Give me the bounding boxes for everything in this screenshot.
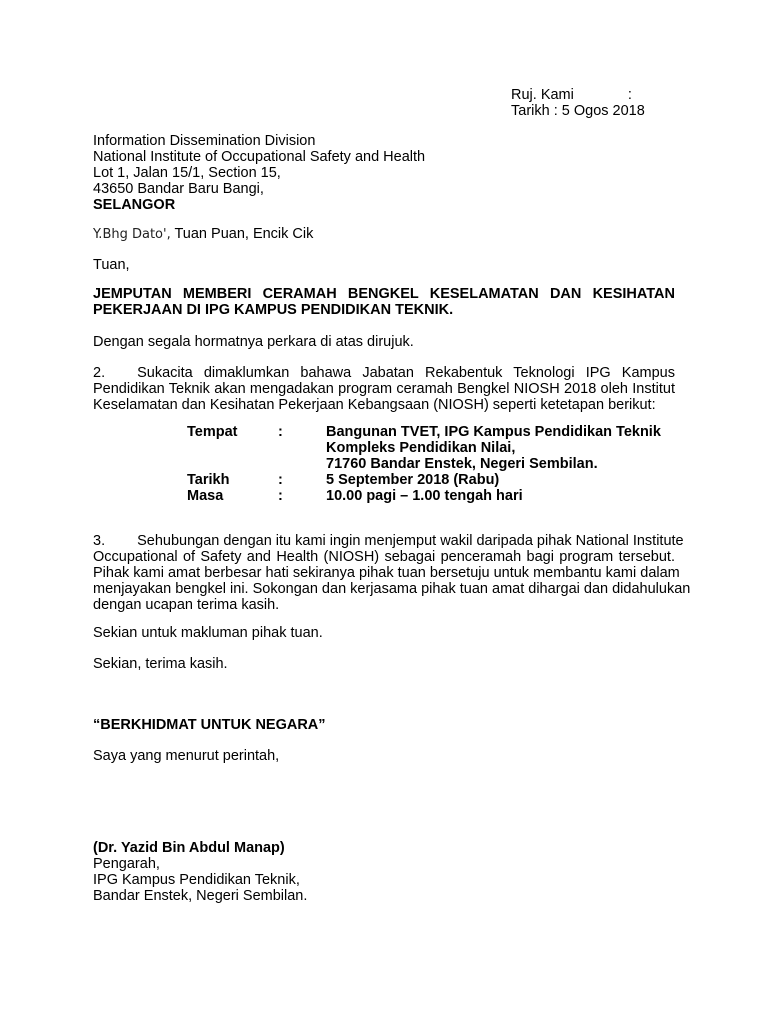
address-line-2: National Institute of Occupational Safety and Health — [93, 149, 426, 165]
paragraph-3-line-5: dengan ucapan terima kasih. — [93, 597, 280, 613]
signatory-name: (Dr. Yazid Bin Abdul Manap) — [93, 840, 285, 856]
salutation-rest: Tuan Puan, Encik Cik — [170, 226, 314, 242]
salutation-line — [93, 226, 313, 243]
address-line-3: Lot 1, Jalan 15/1, Section 15, — [93, 165, 281, 181]
tempat-value-line-3: 71760 Bandar Enstek, Negeri Sembilan. — [326, 456, 598, 472]
paragraph-3-line-4: menjayakan bengkel ini. Sokongan dan kerjasama pihak tuan amat dihargai dan didahulukan — [93, 581, 691, 597]
reference-block — [511, 87, 645, 119]
paragraph-2-line-3: Keselamatan dan Kesihatan Pekerjaan Kebangsaan (NIOSH) seperti ketetapan berikut: — [93, 397, 656, 413]
paragraph-2-line-2: Pendidikan Teknik akan mengadakan program ceramah Bengkel NIOSH 2018 oleh Institut — [93, 381, 675, 397]
paragraph-2-line-1-text: Sukacita dimaklumkan bahawa Jabatan Rekabentuk Teknologi IPG Kampus — [137, 365, 675, 381]
paragraph-2-line-1 — [93, 365, 675, 381]
paragraph-3-line-1-text: Sehubungan dengan itu kami ingin menjemput wakil daripada pihak National Institute — [137, 533, 684, 549]
paragraph-3-line-1 — [93, 533, 684, 549]
tarikh-value: 5 September 2018 (Rabu) — [326, 472, 500, 488]
paragraph-2-number: 2. — [93, 365, 106, 381]
salutation-prefix: Y.Bhg Dato', — [93, 227, 171, 242]
address-line-4: 43650 Bandar Baru Bangi, — [93, 181, 264, 197]
ruj-kami-colon: : — [627, 87, 632, 103]
paragraph-3-number: 3. — [93, 533, 106, 549]
signatory-title: Pengarah, — [93, 856, 160, 872]
masa-colon: : — [278, 488, 283, 504]
signatory-place: Bandar Enstek, Negeri Sembilan. — [93, 888, 308, 904]
tempat-label: Tempat — [187, 424, 238, 440]
paragraph-3-line-3: Pihak kami amat berbesar hati sekiranya pihak tuan bersetuju untuk membantu kami dalam — [93, 565, 680, 581]
subject-heading — [93, 286, 675, 318]
tempat-value-line-2: Kompleks Pendidikan Nilai, — [326, 440, 516, 456]
address-line-1: Information Dissemination Division — [93, 133, 316, 149]
ruj-kami-label: Ruj. Kami — [511, 87, 574, 103]
ruj-kami-line — [511, 87, 645, 103]
tarikh-colon: : — [278, 472, 283, 488]
subject-line-1: JEMPUTAN MEMBERI CERAMAH BENGKEL KESELAMATAN DAN KESIHATAN — [93, 286, 675, 302]
closing-terima-kasih: Sekian, terima kasih. — [93, 656, 228, 672]
paragraph-3-line-2: Occupational of Safety and Health (NIOSH) sebagai penceramah bagi program tersebut. — [93, 549, 675, 565]
recipient-address — [93, 133, 425, 213]
tempat-value-line-1: Bangunan TVET, IPG Kampus Pendidikan Teknik — [326, 424, 661, 440]
tarikh-label: Tarikh — [187, 472, 230, 488]
masa-value: 10.00 pagi – 1.00 tengah hari — [326, 488, 523, 504]
paragraph-3 — [93, 533, 691, 613]
tarikh-line: Tarikh : 5 Ogos 2018 — [511, 103, 645, 119]
closing-makluman: Sekian untuk makluman pihak tuan. — [93, 625, 323, 641]
signatory-block — [93, 840, 307, 904]
address-state: SELANGOR — [93, 197, 176, 213]
paragraph-2 — [93, 365, 675, 413]
signoff: Saya yang menurut perintah, — [93, 748, 280, 764]
intro-paragraph: Dengan segala hormatnya perkara di atas dirujuk. — [93, 334, 414, 350]
salutation-tuan: Tuan, — [93, 257, 130, 273]
subject-line-2: PEKERJAAN DI IPG KAMPUS PENDIDIKAN TEKNIK. — [93, 302, 454, 318]
masa-label: Masa — [187, 488, 224, 504]
signatory-org: IPG Kampus Pendidikan Teknik, — [93, 872, 300, 888]
tempat-colon: : — [278, 424, 283, 440]
motto: “BERKHIDMAT UNTUK NEGARA” — [93, 717, 326, 733]
